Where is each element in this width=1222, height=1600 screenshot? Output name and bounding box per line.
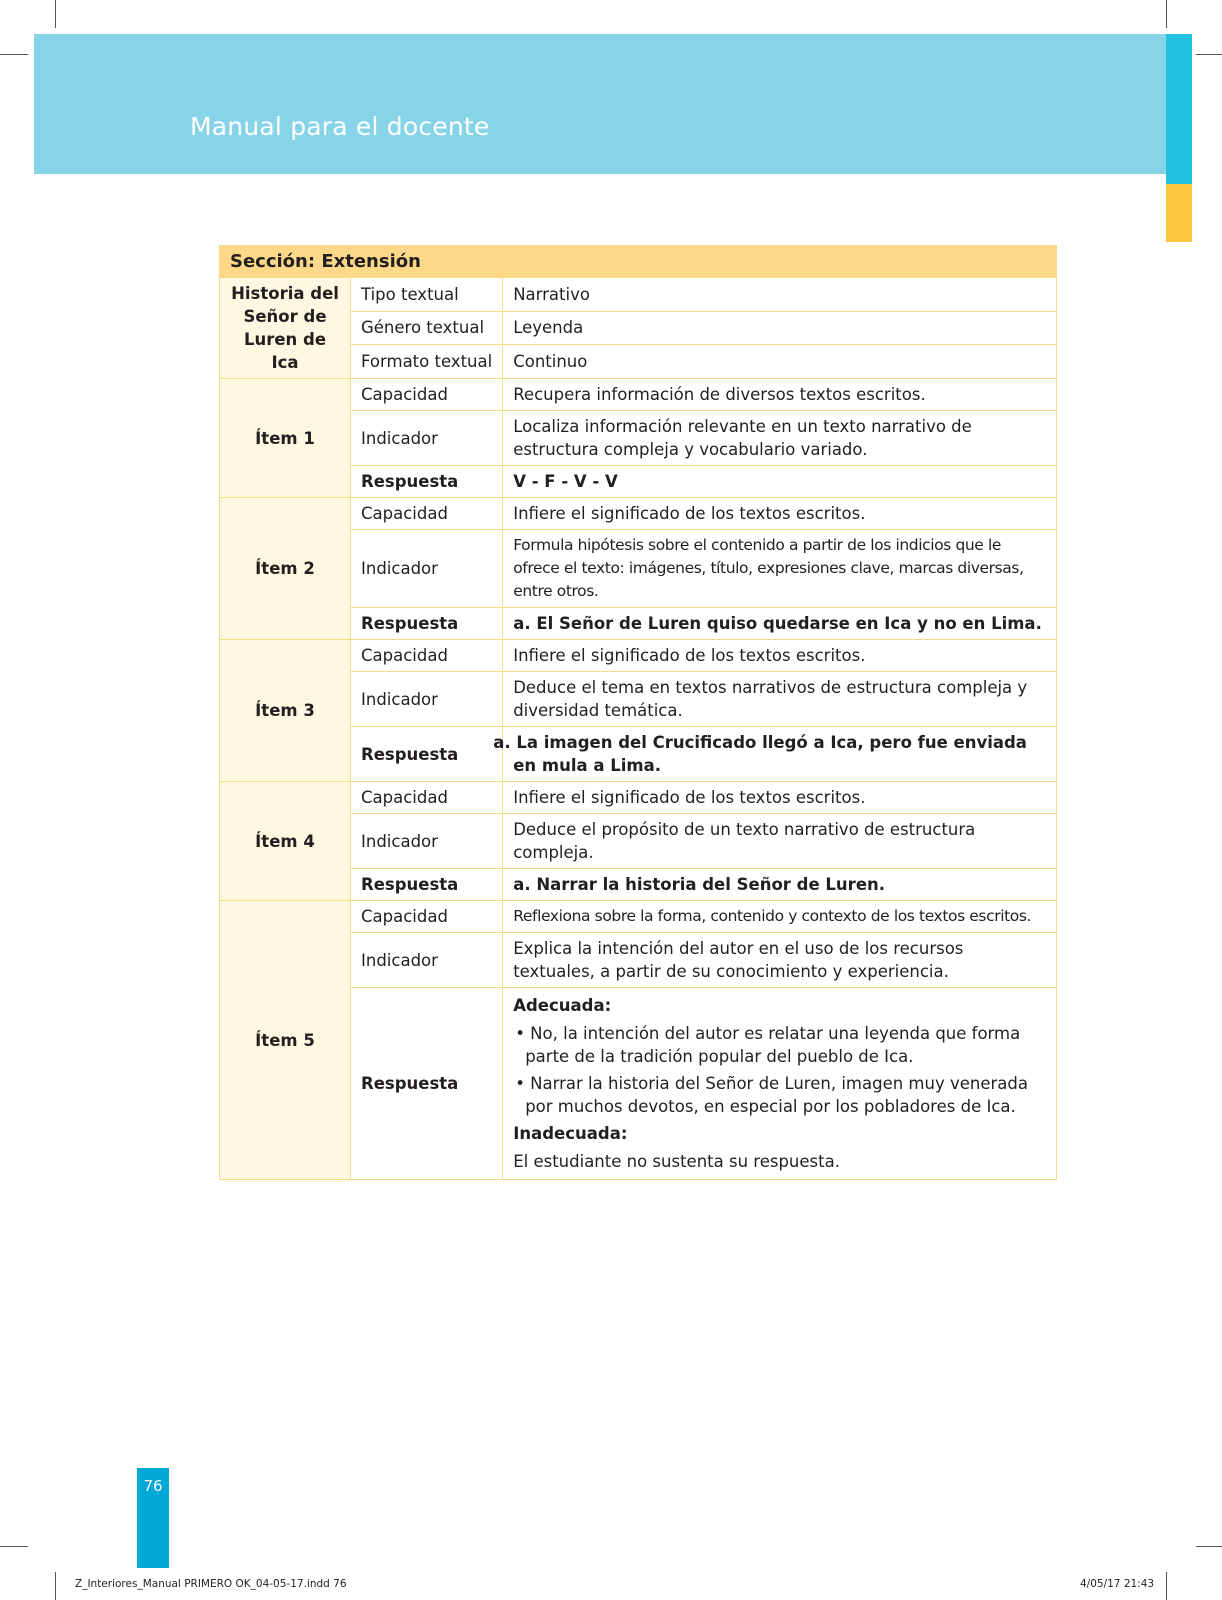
respuesta-label: Respuesta: [351, 988, 503, 1180]
row-label: Género textual: [351, 311, 503, 345]
respuesta-label: Respuesta: [351, 466, 503, 498]
adecuada-bullet: • No, la intención del autor es relatar una leyenda que forma parte de la tradición popular del pueblo de Ica.: [515, 1024, 1021, 1066]
adecuada-label: Adecuada:: [513, 996, 612, 1015]
crop-mark: [0, 1546, 28, 1547]
capacidad-label: Capacidad: [351, 901, 503, 933]
item-label: Ítem 3: [220, 640, 351, 782]
capacidad-value: Infiere el significado de los textos escritos.: [503, 782, 1057, 814]
inadecuada-label: Inadecuada:: [513, 1124, 628, 1143]
row-value: Leyenda: [503, 311, 1057, 345]
capacidad-label: Capacidad: [351, 640, 503, 672]
indicador-label: Indicador: [351, 411, 503, 466]
row-label: Tipo textual: [351, 278, 503, 312]
respuesta-value: [503, 988, 1057, 1180]
crop-mark: [1166, 0, 1167, 28]
side-tab-yellow: [1166, 184, 1192, 242]
side-tab-blue: [1166, 34, 1192, 184]
capacidad-label: Capacidad: [351, 498, 503, 530]
indicador-value: Deduce el tema en textos narrativos de estructura compleja y diversidad temática.: [503, 672, 1057, 727]
footer-timestamp: 4/05/17 21:43: [1080, 1578, 1155, 1590]
item-label: Ítem 1: [220, 379, 351, 498]
text-title: Historia del Señor de Luren de Ica: [220, 278, 351, 379]
capacidad-value: Recupera información de diversos textos escritos.: [503, 379, 1057, 411]
indicador-value: Formula hipótesis sobre el contenido a partir de los indicios que le ofrece el texto: imágenes, título, expresiones clave, marcas diversas, entre otros.: [503, 530, 1057, 608]
item-label: Ítem 4: [220, 782, 351, 901]
crop-mark: [1196, 1546, 1222, 1547]
indicador-label: Indicador: [351, 933, 503, 988]
row-label: Formato textual: [351, 345, 503, 379]
indicador-label: Indicador: [351, 814, 503, 869]
respuesta-label: Respuesta: [351, 608, 503, 640]
page-title: Manual para el docente: [190, 112, 490, 141]
section-title: Sección: Extensión: [220, 246, 1057, 278]
header-band: [34, 34, 1166, 174]
indicador-value: Deduce el propósito de un texto narrativo de estructura compleja.: [503, 814, 1057, 869]
indicador-value: Explica la intención del autor en el uso de los recursos textuales, a partir de su conocimiento y experiencia.: [503, 933, 1057, 988]
respuesta-value: a. La imagen del Crucificado llegó a Ica, pero fue enviada en mula a Lima.: [503, 727, 1057, 782]
indicador-label: Indicador: [351, 672, 503, 727]
page-number: 76: [143, 1477, 163, 1495]
respuesta-value: a. El Señor de Luren quiso quedarse en Ica y no en Lima.: [503, 608, 1057, 640]
adecuada-bullet: • Narrar la historia del Señor de Luren, imagen muy venerada por muchos devotos, en especial por los pobladores de Ica.: [515, 1074, 1028, 1116]
footer-file-info: Z_Interiores_Manual PRIMERO OK_04-05-17.indd 76: [75, 1578, 347, 1590]
respuesta-value: V - F - V - V: [503, 466, 1057, 498]
respuesta-label: Respuesta: [351, 869, 503, 901]
capacidad-value: Infiere el significado de los textos escritos.: [503, 640, 1057, 672]
capacidad-label: Capacidad: [351, 782, 503, 814]
item-label: Ítem 2: [220, 498, 351, 640]
capacidad-label: Capacidad: [351, 379, 503, 411]
crop-mark: [1196, 54, 1222, 55]
crop-mark: [55, 0, 56, 28]
capacidad-value: Infiere el significado de los textos escritos.: [503, 498, 1057, 530]
inadecuada-text: El estudiante no sustenta su respuesta.: [513, 1152, 840, 1171]
indicador-value: Localiza información relevante en un texto narrativo de estructura compleja y vocabulario variado.: [503, 411, 1057, 466]
row-value: Narrativo: [503, 278, 1057, 312]
respuesta-value: a. Narrar la historia del Señor de Luren.: [503, 869, 1057, 901]
capacidad-value: Reflexiona sobre la forma, contenido y contexto de los textos escritos.: [503, 901, 1057, 933]
item-label: Ítem 5: [220, 901, 351, 1180]
respuesta-label: Respuesta: [351, 727, 503, 782]
row-value: Continuo: [503, 345, 1057, 379]
crop-mark: [1166, 1572, 1167, 1600]
evaluation-table: [219, 245, 1057, 1180]
crop-mark: [0, 54, 28, 55]
crop-mark: [55, 1572, 56, 1600]
indicador-label: Indicador: [351, 530, 503, 608]
